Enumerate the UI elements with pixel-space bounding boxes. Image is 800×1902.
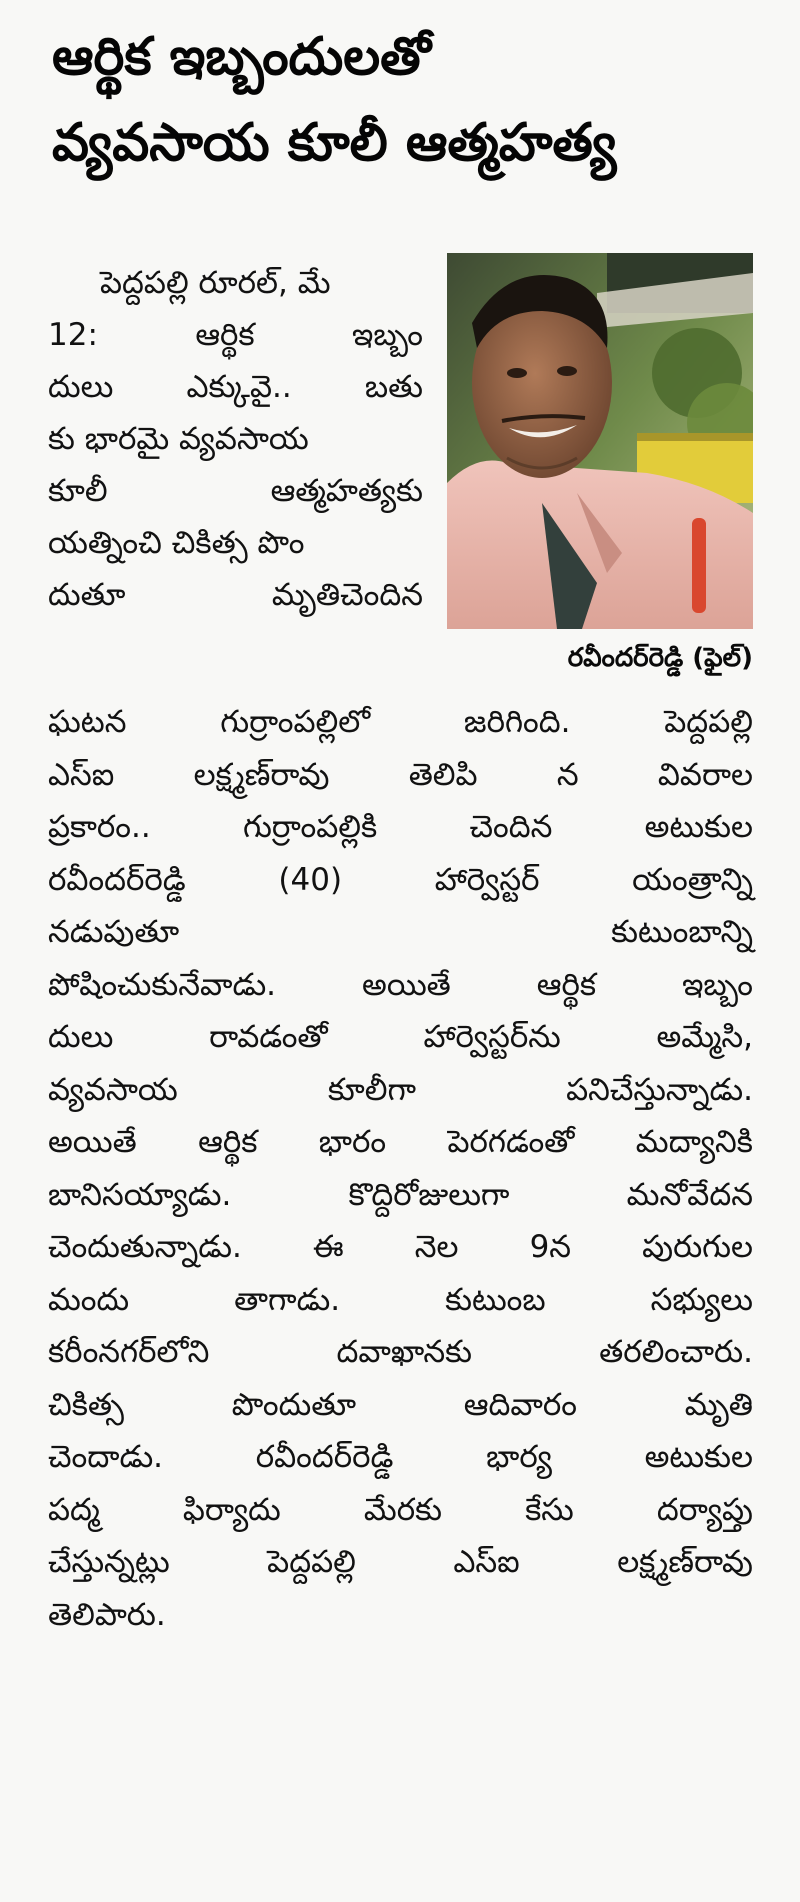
word: పెరగడంతో [447, 1124, 575, 1160]
word: భార్య [486, 1439, 552, 1475]
word: మృతిచెందిన [271, 577, 423, 613]
word: పోషించుకునేవాడు. [48, 966, 277, 1003]
word: దుతూ [48, 577, 126, 613]
word: కూలీ [48, 473, 108, 509]
word: గుర్రాంపల్లిలో [220, 704, 371, 740]
word: కుటుంబ [445, 1281, 546, 1318]
word: దర్యాప్తు [656, 1491, 753, 1528]
wide-column-line [48, 1274, 753, 1327]
word: చెందుతున్నాడు. [48, 1229, 242, 1265]
photo-caption: రవీందర్‌రెడ్డి (ఫైల్) [567, 643, 753, 673]
word: ఎస్ఐ [453, 1544, 520, 1580]
word: పెద్దపల్లి [664, 704, 753, 740]
word: సభ్యులు [650, 1281, 753, 1318]
word: గుర్రాంపల్లికి [243, 809, 378, 845]
narrow-column-line [48, 569, 423, 621]
word: మృతి [684, 1386, 753, 1423]
word: కూలీగా [327, 1071, 416, 1108]
word: ఆదివారం [463, 1386, 578, 1423]
word: దులు [48, 1019, 114, 1055]
word: పురుగుల [642, 1229, 753, 1265]
wide-column-line [48, 749, 753, 802]
word: రవీందర్‌రెడ్డి [48, 861, 186, 898]
word: దులు [48, 369, 114, 405]
wide-column-line [48, 1589, 753, 1642]
wide-column-line [48, 801, 753, 854]
word: ఘటన [48, 704, 127, 740]
word: తరలించారు. [599, 1334, 753, 1370]
word: ఫిర్యాదు [182, 1491, 281, 1528]
word: లక్ష్మణ్‌రావు [617, 1544, 753, 1580]
word: అమ్మేసి, [656, 1019, 753, 1055]
word: ఎస్ఐ [48, 756, 115, 793]
word: ఆత్మహత్యకు [270, 473, 423, 509]
word: తెలిపి [408, 756, 478, 793]
word: కేసు [525, 1491, 574, 1528]
word: హార్వెస్టర్‌ను [423, 1019, 561, 1055]
word: నడుపుతూ [48, 914, 180, 950]
word: కుటుంబాన్ని [611, 914, 753, 950]
word: ప్రకారం.. [48, 809, 151, 845]
word: 12: [48, 317, 98, 353]
narrow-column-line [48, 309, 423, 361]
headline-line-2: వ్యవసాయ కూలీ ఆత్మహత్య [52, 113, 617, 173]
narrow-column-line [48, 361, 423, 413]
word: జరిగింది. [463, 704, 571, 740]
word: యంత్రాన్ని [632, 861, 753, 898]
word: హార్వెస్టర్ [434, 861, 540, 898]
narrow-column-line [48, 517, 423, 569]
word: కు భారమై వ్యవసాయ [48, 421, 309, 457]
wide-column-line [48, 1326, 753, 1379]
word: అయితే [362, 966, 451, 1003]
narrow-column-line [48, 413, 423, 465]
wide-column-line [48, 959, 753, 1012]
word: మేరకు [363, 1491, 442, 1528]
word: పెద్దపల్లి [267, 1544, 356, 1580]
wide-column-line [48, 1484, 753, 1537]
word: చికిత్స [48, 1386, 124, 1423]
word: ఈ [312, 1229, 344, 1265]
word: చెందిన [469, 809, 553, 845]
word: ఆర్థిక [198, 1124, 258, 1160]
person-photo-illustration [447, 253, 753, 629]
word: పనిచేస్తున్నాడు. [566, 1071, 753, 1108]
word: వివరాల [657, 756, 753, 793]
word: ఎక్కువై.. [186, 369, 292, 405]
wide-column-line [48, 906, 753, 959]
word: 9న [529, 1229, 572, 1265]
word: నెల [414, 1229, 459, 1265]
word: మద్యానికి [635, 1124, 753, 1160]
word: అయితే [48, 1124, 137, 1160]
word: ఆర్థిక [195, 317, 255, 353]
word: బతు [364, 369, 423, 405]
word: ఇబ్బం [682, 966, 753, 1003]
person-photo [447, 253, 753, 629]
word: బానిసయ్యాడు. [48, 1176, 232, 1213]
wide-column-line [48, 1169, 753, 1222]
wide-column-line [48, 1536, 753, 1589]
word: కరీంనగర్‌లోని [48, 1334, 210, 1370]
wide-column-line [48, 854, 753, 907]
narrow-column-line [48, 257, 423, 309]
word: అటుకుల [644, 809, 753, 845]
word: మందు [48, 1281, 130, 1318]
word: దవాఖానకు [336, 1334, 472, 1370]
word: ఆర్థిక [536, 966, 597, 1003]
word: ఇబ్బం [352, 317, 423, 353]
word: రావడంతో [209, 1019, 328, 1055]
word: కొద్దిరోజులుగా [348, 1176, 510, 1213]
headline [52, 14, 752, 186]
wide-column-line [48, 1011, 753, 1064]
word: రవీందర్‌రెడ్డి [255, 1439, 394, 1475]
word: యత్నించి చికిత్స పొం [48, 525, 305, 561]
word: మనోవేదన [626, 1176, 753, 1213]
word: వ్యవసాయ [48, 1071, 178, 1108]
word: చేస్తున్నట్లు [48, 1544, 170, 1580]
narrow-column-line [48, 465, 423, 517]
wide-column-line [48, 1064, 753, 1117]
word: (40) [278, 861, 343, 898]
wide-column-line [48, 1379, 753, 1432]
word: పద్మ [48, 1491, 100, 1528]
article-body-wide-column [48, 696, 753, 1641]
word: అటుకుల [644, 1439, 753, 1475]
word: తాగాడు. [234, 1281, 341, 1318]
wide-column-line [48, 1116, 753, 1169]
article-body-narrow-column [48, 257, 423, 621]
wide-column-line [48, 1431, 753, 1484]
wide-column-line [48, 1221, 753, 1274]
word: లక్ష్మణ్‌రావు [193, 756, 330, 793]
word: పొందుతూ [231, 1386, 357, 1423]
word: భారం [318, 1124, 387, 1160]
word: తెలిపారు. [48, 1596, 166, 1633]
word: న [556, 756, 579, 793]
word: పెద్దపల్లి రూరల్, మే [100, 265, 331, 301]
word: చెందాడు. [48, 1439, 164, 1475]
headline-line-1: ఆర్థిక ఇబ్బందులతో [52, 27, 431, 87]
wide-column-line [48, 696, 753, 749]
